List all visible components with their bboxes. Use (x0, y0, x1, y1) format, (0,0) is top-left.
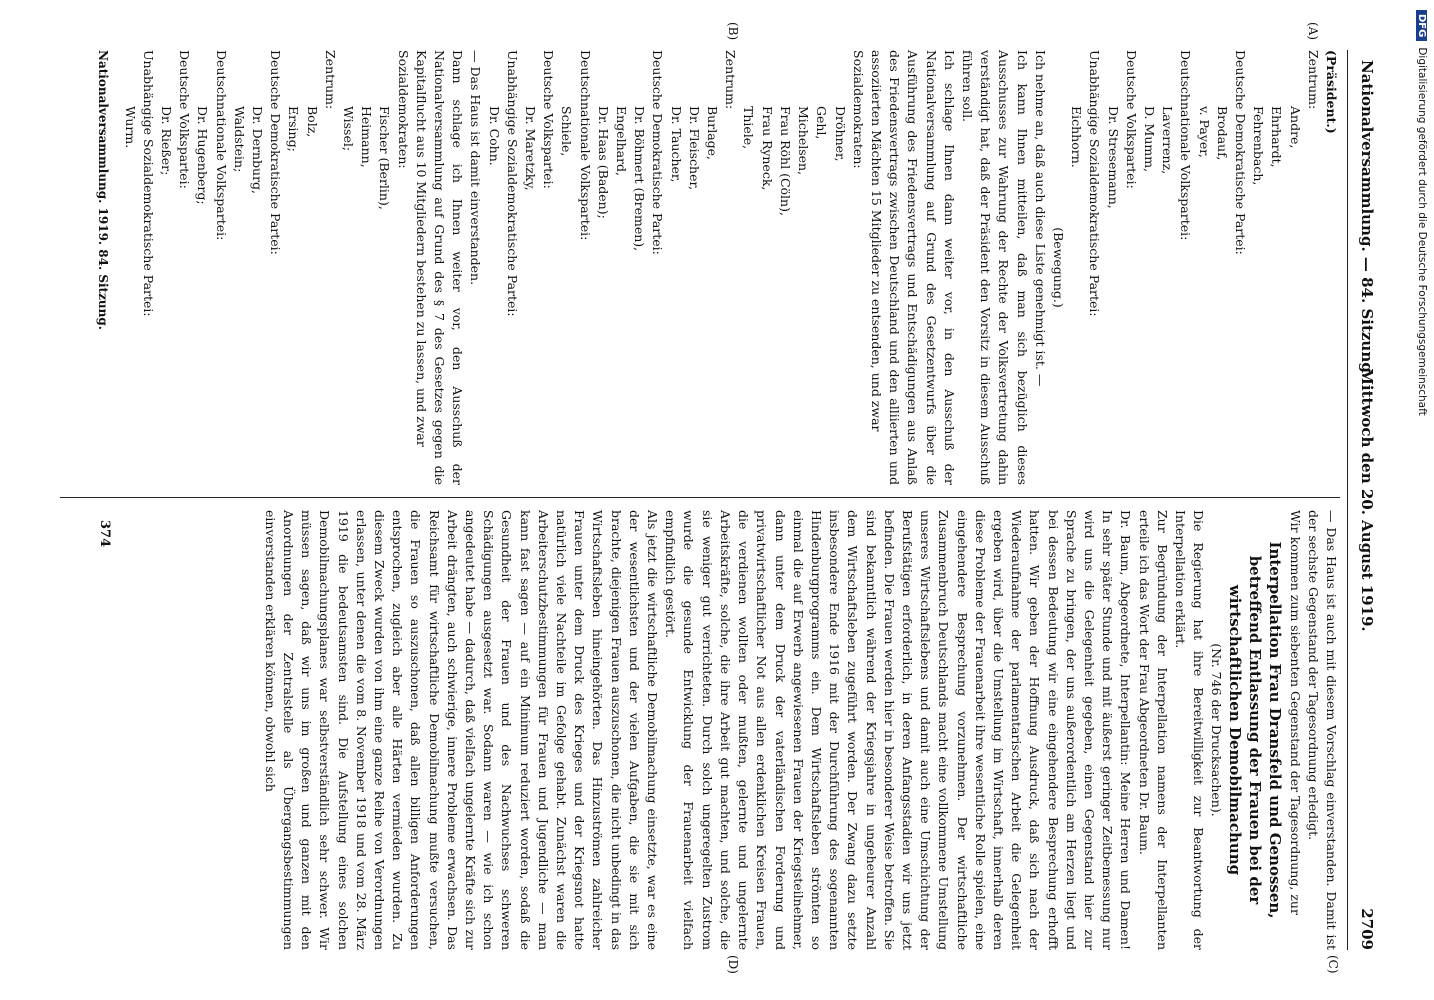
page-number: 2709 (1358, 908, 1376, 950)
left-column-line: Bolz, (304, 106, 320, 138)
left-column-line: Dr. Hugenberg; (195, 106, 211, 205)
left-column-line: Schiele, (559, 106, 575, 157)
left-column-line: Heimann, (359, 106, 375, 168)
column-divider (60, 497, 1340, 498)
left-column-line: Zentrum: (1305, 50, 1321, 110)
digitization-sidebar (1412, 10, 1428, 1000)
left-column-line: Ich kann Ihnen mitteilen, daß man sich bezüglich dieses Ausschusses zur Wahrung der Rechte der Volksvertretung dahin verständigt hat, daß der Präsident den Vorsitz in diesem Ausschuß führen soll. (959, 50, 1030, 485)
left-column-line: Dr. Haas (Baden); (595, 106, 611, 219)
left-column-line: Frau Röhl (Cöln), (777, 106, 793, 216)
left-column-line: Deutschnationale Volkspartei: (1178, 50, 1194, 241)
left-column-line: Fehrenbach, (1251, 106, 1267, 186)
left-column-line: Ich schlage Ihnen dann weiter vor, in den Ausschuß der Nationalversammlung auf Grund des Gesetzentwurfs über die Ausführung des Friedensvertrags und Entschädigungen aus Anlaß des Friedensvertrags zwischen Deutschland und den alliierten und assoziierten Mächten 15 Mitglieder zu entsenden, und zwar (868, 50, 957, 485)
dfg-logo: DFG (1416, 10, 1427, 41)
left-column-line: D. Mumm, (1141, 106, 1157, 173)
left-column-line: Deutsche Demokratische Partei: (1232, 50, 1248, 255)
left-column-line: Dr. Dernburg, (250, 106, 266, 195)
margin-mark-c: (C) (1326, 955, 1340, 974)
right-column-line: Zur Begründung der Interpellation namens der Interpellanten erteile ich das Wort der Frau Abgeordneten Dr. Baum. (1136, 510, 1170, 950)
header-left: Nationalversammlung. — 84. Sitzung. (1358, 60, 1376, 378)
left-column-line: Wissel; (341, 106, 357, 152)
header-date: Mittwoch den 20. August 1919. (1358, 368, 1376, 632)
margin-mark-b: (B) (726, 22, 740, 41)
left-column-line: Dr. Cohn. (486, 106, 502, 166)
right-column-line: Als jetzt die wirtschaftliche Demobilmachung einsetzte, war es eine der wesentlichsten und der vielen Aufgaben, die sie mit sich brachte, diejenigen Frauen auszuschonen, die nicht unbedingt in das Wirtschaftsleben hineingehörten. Das Hinzuströmen zahlreicher Frauen unter dem Druck des Krieges und der Kriegsnot hatte natürlich viele Nachteile im Gefolge gehabt. Zunächst waren die Arbeiterschutzbestimmungen für Frauen und Jugendliche — man kann fast sagen — auf ein Minimum reduziert worden, sodaß die Gesundheit der Frauen und des Nachwuchses schweren Schädigungen ausgesetzt war. Sodann waren — wie ich schon angedeutet habe — dadurch, daß vielfach ungelernte Kräfte sich zur Arbeit drängten, auch schwierige, innere Probleme erwachsen. Das Reichsamt für wirtschaftliche Demobilmachung mußte versuchen, die Frauen so auszuschonen, daß allen billigen Anforderungen entsprochen, zugleich aber alle Härten vermieden wurden. Zu diesem Zweck wurden von ihm eine ganze Reihe von Verordnungen erlassen, unter denen die vom 8. November 1918 und vom 28. März 1919 die bedeutsamsten sind. Die Aufstellung eines solchen Demobilmachungsplanes war selbstverständlich sehr schwer. Wir müssen sagen, daß wir uns im großen und ganzen mit den Anordnungen der Zentralstelle als Übergangsbestimmungen einverstanden erklären können, obwohl sich (262, 510, 661, 950)
left-column-line: Zentrum: (322, 50, 338, 110)
rotated-page (50, 22, 1380, 974)
left-column-line: Dr. Taucher, (668, 106, 684, 183)
right-column-line: (Nr. 746 der Drucksachen). (1209, 643, 1225, 817)
left-column-line: v. Payer, (1196, 106, 1212, 158)
footer-left: Nationalversammlung. 1919. 84. Sitzung. (96, 50, 110, 330)
left-column-line: — Das Haus ist damit einverstanden. (468, 50, 484, 286)
left-column-line: Zentrum: (723, 50, 739, 110)
header-rule (1347, 50, 1348, 950)
left-column-line: Laverrenz, (1160, 106, 1176, 175)
left-column-line: Burlage, (705, 106, 721, 161)
right-column-line: Die Regierung hat ihre Bereitwilligkeit zur Beantwortung der Interpellation erklärt. (1172, 510, 1207, 950)
left-column-line: Eichhorn. (1069, 106, 1085, 168)
right-column-line: — Das Haus ist auch mit diesem Vorschlag einverstanden. Damit ist der sechste Gegenstand der Tagesordnung erledigt. (1305, 510, 1339, 950)
left-column-line: Dann schlage ich Ihnen weiter vor, den Ausschuß der Nationalversammlung auf Grund des § 7 des Gesetzes gegen die Kapitalflucht aus 10 Mitgliedern bestehen zu lassen, und zwar (413, 50, 466, 485)
left-column-line: Unabhängige Sozialdemokratische Partei: (140, 50, 156, 317)
left-column-line: Wurm. (122, 106, 138, 149)
left-column-line: Dr. Böhmert (Bremen), (632, 106, 648, 252)
left-column-line: Deutschnationale Volkspartei: (577, 50, 593, 241)
footer-signature: 374 (97, 520, 112, 548)
left-column-line: Deutsche Volkspartei: (1123, 50, 1139, 189)
left-column-line: Waldstein; (231, 106, 247, 173)
left-column (60, 50, 1340, 485)
right-column (60, 510, 1340, 950)
left-column-line: Dr. Rießer; (159, 106, 174, 176)
left-column-line: Thiele, (741, 106, 757, 150)
left-column-line: Engelhard, (614, 106, 630, 177)
left-column-line: Sozialdemokraten: (850, 50, 866, 169)
left-column-line: Deutsche Volkspartei: (177, 50, 193, 189)
left-column-line: Michelsen, (796, 106, 812, 176)
left-column-line: (Präsident.) (1324, 50, 1339, 134)
margin-mark-a: (A) (1306, 22, 1320, 41)
left-column-line: Brodauf, (1214, 106, 1230, 161)
left-column-line: Fischer (Berlin), (377, 106, 393, 210)
left-column-line: Deutsche Demokratische Partei: (268, 50, 284, 255)
right-column-line: Dr. Baum, Abgeordnete, Interpellantin: Meine Herren und Damen! In sehr später Stunde und mit äußerst geringer Zeitbemessung nur wird uns die Gelegenheit gegeben, einen Gegenstand hier zur Sprache zu bringen, der uns außerordentlich am Herzen liegt und bei dessen Bedeutung wir eine eingehendere Besprechung erhofft hatten. Wir geben der Hoffnung Ausdruck, daß sich nach der Wiederaufnahme der parlamentarischen Arbeit die Gelegenheit ergeben wird, über die Umstellung im Wirtschaft, innerhalb deren diese Probleme der Frauenarbeit ihre wesentliche Rolle spielen, eine eingehendere Besprechung vorzunehmen. Der wirtschaftliche Zusammenbruch Deutschlands macht eine vollkommene Umstellung unseres Wirtschaftslebens und damit auch eine Umschichtung der Berufstätigen erforderlich, in deren Anfangsstadien wir uns jetzt befinden. Die Frauen werden hier in besonderer Weise betroffen. Sie sind bekanntlich während der Kriegsjahre in ungeheurer Anzahl dem Wirtschaftsleben zugeführt worden. Der Zwang dazu setzte insbesondere Ende 1916 mit der Durchführung des sogenannten Hindenburgprogramms ein. Dem Wirtschaftsleben strömten so einmal die auf Erwerb angewiesenen Frauen der Kriegsteilnehmer, dann unter dem Druck der vaterländischen Forderung und privatwirtschaftlicher Not aus allen erdenklichen Kreisen Frauen, die verdienen wollten oder mußten, gelernte und ungelernte Arbeitskräfte, solche, die ihre Arbeit gut machten, und solche, die sie weniger gut verrichteten. Durch solch ungeregelten Zustrom wurde die gesunde Entwicklung der Frauenarbeit vielfach empfindlich gestört. (663, 510, 1134, 950)
right-column-line: Wir kommen zum siebenten Gegenstand der Tagesordnung, zur (1287, 510, 1303, 915)
left-column-line: Ersing; (286, 106, 302, 152)
left-column-line: Andre, (1287, 106, 1303, 149)
digitization-credit: Digitalisierung gefördert durch die Deutsche Forschungsgemeinschaft (1416, 47, 1428, 416)
left-column-line: Unabhängige Sozialdemokratische Partei: (1087, 50, 1103, 317)
margin-mark-d: (D) (726, 955, 740, 974)
left-column-line: Deutschnationale Volkspartei: (213, 50, 229, 241)
left-column-line: Dr. Stresemann, (1105, 106, 1121, 209)
right-column-line: Interpellation Frau Dransfeld und Genossen, betreffend Entlassung der Frauen bei der wirtschaftlichen Demobilmachung (1226, 541, 1285, 919)
left-column-line: Dr. Maretzky, (523, 106, 539, 191)
left-column-line: Ich nehme an, daß auch diese Liste genehmigt ist. — (1032, 50, 1048, 387)
left-column-line: Dröhner, (832, 106, 848, 162)
left-column-line: Deutsche Volkspartei: (541, 50, 557, 189)
left-column-line: (Bewegung.) (1050, 227, 1066, 308)
page-header (1352, 50, 1380, 950)
left-column-line: Sozialdemokraten: (395, 50, 411, 169)
left-column-line: Frau Ryneck, (759, 106, 775, 191)
left-column-line: Unabhängige Sozialdemokratische Partei: (504, 50, 520, 317)
left-column-line: Ehrhardt, (1269, 106, 1285, 168)
left-column-line: Dr. Fleischer, (686, 106, 702, 191)
left-column-line: Deutsche Demokratische Partei: (650, 50, 666, 255)
left-column-line: Gehl, (814, 106, 830, 140)
